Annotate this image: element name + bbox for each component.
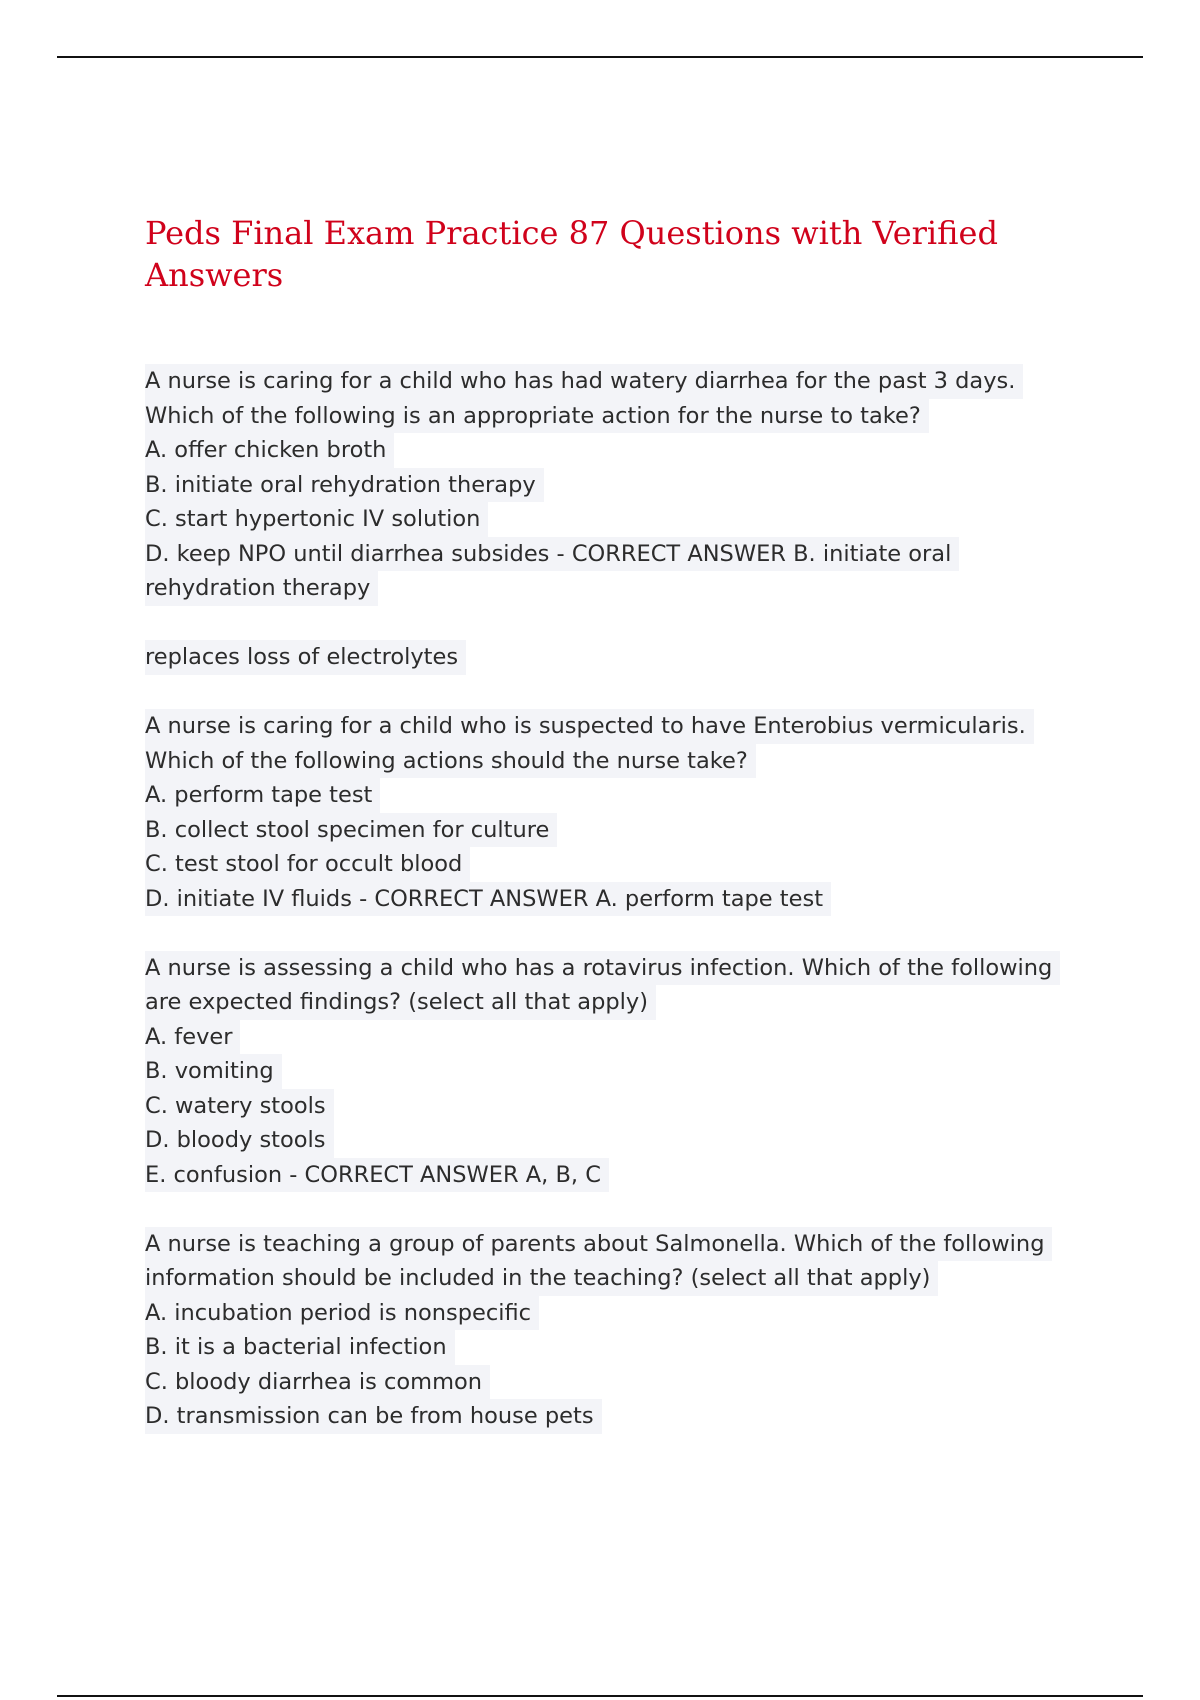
text-line: Which of the following actions should the nurse take?	[145, 744, 756, 779]
text-line: D. transmission can be from house pets	[145, 1399, 602, 1434]
text-line: B. it is a bacterial infection	[145, 1330, 455, 1365]
text-line: B. collect stool specimen for culture	[145, 813, 557, 848]
text-line: A. incubation period is nonspecific	[145, 1296, 539, 1331]
text-block	[145, 1227, 1085, 1434]
text-line: B. initiate oral rehydration therapy	[145, 468, 544, 503]
text-line: C. bloody diarrhea is common	[145, 1365, 490, 1400]
text-line: A nurse is caring for a child who has had watery diarrhea for the past 3 days.	[145, 364, 1023, 399]
text-line: A nurse is teaching a group of parents about Salmonella. Which of the following	[145, 1227, 1052, 1262]
text-line: rehydration therapy	[145, 571, 378, 606]
text-line: are expected findings? (select all that apply)	[145, 985, 656, 1020]
text-block	[145, 951, 1085, 1193]
text-line: E. confusion - CORRECT ANSWER A, B, C	[145, 1158, 609, 1193]
question-list	[145, 364, 1085, 1434]
top-rule	[57, 56, 1143, 58]
text-line: A. perform tape test	[145, 778, 380, 813]
text-block	[145, 640, 1085, 675]
text-line: D. bloody stools	[145, 1123, 334, 1158]
text-line: C. watery stools	[145, 1089, 334, 1124]
page-content	[145, 212, 1085, 1468]
text-line: replaces loss of electrolytes	[145, 640, 466, 675]
text-line: C. start hypertonic IV solution	[145, 502, 488, 537]
text-block	[145, 364, 1085, 606]
document-title: Peds Final Exam Practice 87 Questions with Verified Answers	[145, 214, 998, 294]
text-line: information should be included in the teaching? (select all that apply)	[145, 1261, 938, 1296]
text-line: Which of the following is an appropriate action for the nurse to take?	[145, 399, 929, 434]
text-line: A nurse is caring for a child who is suspected to have Enterobius vermicularis.	[145, 709, 1034, 744]
text-line: D. initiate IV fluids - CORRECT ANSWER A. perform tape test	[145, 882, 831, 917]
text-line: A. fever	[145, 1020, 240, 1055]
text-line: D. keep NPO until diarrhea subsides - CORRECT ANSWER B. initiate oral	[145, 537, 959, 572]
bottom-rule	[57, 1695, 1143, 1697]
text-line: B. vomiting	[145, 1054, 282, 1089]
text-block	[145, 709, 1085, 916]
text-line: A nurse is assessing a child who has a rotavirus infection. Which of the following	[145, 951, 1060, 986]
text-line: C. test stool for occult blood	[145, 847, 470, 882]
text-line: A. offer chicken broth	[145, 433, 394, 468]
